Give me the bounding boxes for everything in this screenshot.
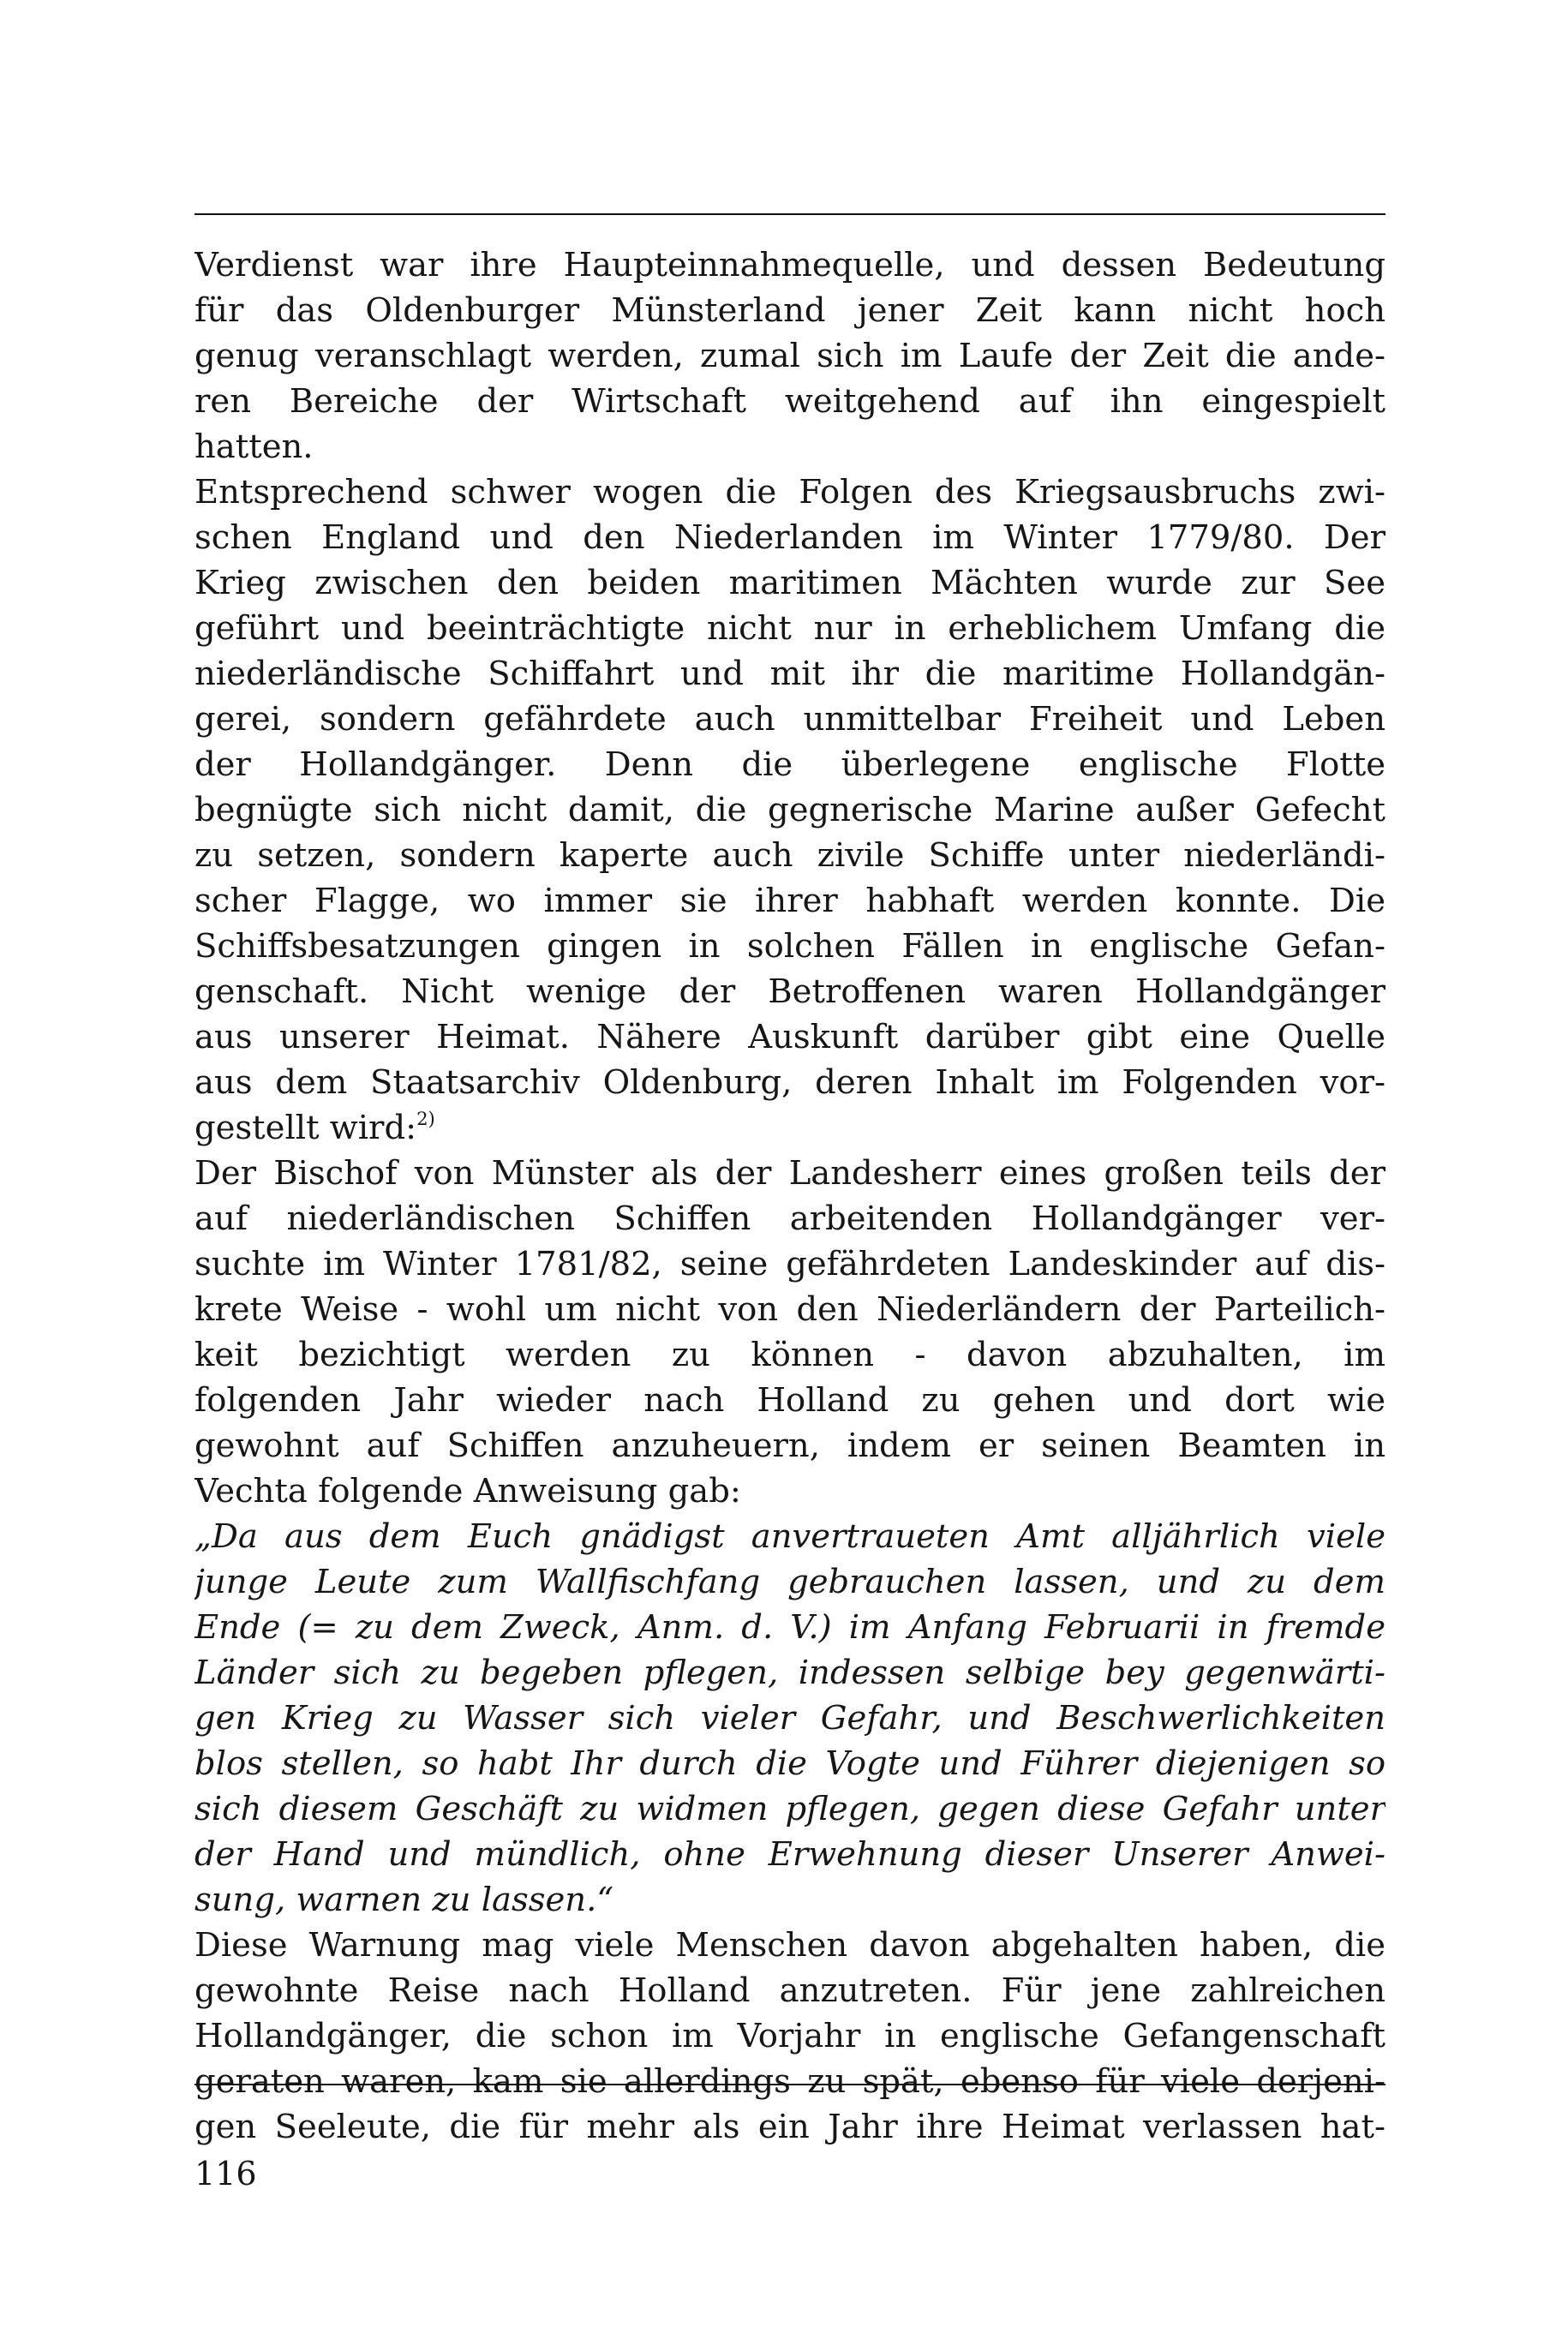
quote-line: sich diesem Geschäft zu widmen pflegen, gegen diese Gefahr unter	[195, 1790, 1385, 1828]
text-line: gestellt wird:	[195, 1109, 417, 1147]
quote-line: junge Leute zum Wallfischfang gebrauchen lassen, und zu dem	[195, 1563, 1385, 1601]
bottom-rule	[195, 2084, 1385, 2085]
text-line: suchte im Winter 1781/82, seine gefährdeten Landeskinder auf dis-	[195, 1245, 1385, 1283]
text-line: ren Bereiche der Wirtschaft weitgehend auf ihn eingespielt	[195, 382, 1385, 421]
text-line: Schiffsbesatzungen gingen in solchen Fällen in englische Gefan-	[195, 927, 1385, 966]
quote-line: „Da aus dem Euch gnädigst anvertraueten Amt alljährlich viele	[195, 1517, 1385, 1556]
quote-line: Ende (= zu dem Zweck, Anm. d. V.) im Anfang Februarii in fremde	[195, 1608, 1385, 1647]
body-text	[195, 242, 1385, 2150]
text-line: Krieg zwischen den beiden maritimen Mächten wurde zur See	[195, 564, 1385, 602]
text-line: Verdienst war ihre Haupteinnahmequelle, und dessen Bedeutung	[195, 246, 1385, 284]
text-line: folgenden Jahr wieder nach Holland zu gehen und dort wie	[195, 1381, 1385, 1420]
page-number: 116	[195, 2155, 257, 2192]
quote-line: Länder sich zu begeben pflegen, indessen selbige bey gegenwärti-	[195, 1654, 1385, 1692]
text-line: schen England und den Niederlanden im Winter 1779/80. Der	[195, 518, 1385, 557]
text-line: krete Weise - wohl um nicht von den Niederländern der Parteilich-	[195, 1290, 1385, 1329]
text-line: scher Flagge, wo immer sie ihrer habhaft werden konnte. Die	[195, 882, 1385, 920]
text-line: Entsprechend schwer wogen die Folgen des Kriegsausbruchs zwi-	[195, 473, 1385, 511]
text-line: Hollandgänger, die schon im Vorjahr in englische Gefangenschaft	[195, 2017, 1385, 2055]
text-line: auf niederländischen Schiffen arbeitenden Hollandgänger ver-	[195, 1199, 1385, 1238]
text-line-with-footnote	[195, 1105, 1385, 1151]
text-line: genug veranschlagt werden, zumal sich im Laufe der Zeit die ande-	[195, 337, 1385, 375]
text-line: niederländische Schiffahrt und mit ihr die maritime Hollandgän-	[195, 655, 1385, 693]
text-line: Der Bischof von Münster als der Landesherr eines großen teils der	[195, 1154, 1385, 1193]
quote-line: blos stellen, so habt Ihr durch die Vogte und Führer diejenigen so	[195, 1744, 1385, 1783]
quote-line: der Hand und mündlich, ohne Erwehnung dieser Unserer Anwei-	[195, 1835, 1385, 1874]
text-line: gewohnte Reise nach Holland anzutreten. Für jene zahlreichen	[195, 1971, 1385, 2010]
text-line: der Hollandgänger. Denn die überlegene englische Flotte	[195, 745, 1385, 784]
text-line: Vechta folgende Anweisung gab:	[195, 1472, 741, 1510]
text-line: begnügte sich nicht damit, die gegnerische Marine außer Gefecht	[195, 791, 1385, 829]
text-line: gewohnt auf Schiffen anzuheuern, indem er seinen Beamten in	[195, 1427, 1385, 1465]
text-line: hatten.	[195, 428, 314, 466]
text-line: für das Oldenburger Münsterland jener Zeit kann nicht hoch	[195, 291, 1385, 330]
text-line: gen Seeleute, die für mehr als ein Jahr ihre Heimat verlassen hat-	[195, 2108, 1385, 2146]
text-line: Diese Warnung mag viele Menschen davon abgehalten haben, die	[195, 1926, 1385, 1965]
text-line: aus unserer Heimat. Nähere Auskunft darüber gibt eine Quelle	[195, 1018, 1385, 1056]
text-line: geführt und beeinträchtigte nicht nur in erheblichem Umfang die	[195, 609, 1385, 648]
text-line: gerei, sondern gefährdete auch unmittelbar Freiheit und Leben	[195, 700, 1385, 739]
quote-line: gen Krieg zu Wasser sich vieler Gefahr, und Beschwerlichkeiten	[195, 1699, 1385, 1738]
quote-line: sung, warnen zu lassen.“	[195, 1881, 613, 1919]
footnote-marker: 2)	[416, 1108, 435, 1130]
text-line: aus dem Staatsarchiv Oldenburg, deren Inhalt im Folgenden vor-	[195, 1063, 1385, 1102]
text-line: keit bezichtigt werden zu können - davon abzuhalten, im	[195, 1336, 1385, 1374]
top-rule	[195, 213, 1385, 215]
text-line: zu setzen, sondern kaperte auch zivile Schiffe unter niederländi-	[195, 836, 1385, 875]
text-line: genschaft. Nicht wenige der Betroffenen waren Hollandgänger	[195, 972, 1385, 1011]
text-line: geraten waren, kam sie allerdings zu spät, ebenso für viele derjeni-	[195, 2062, 1385, 2101]
